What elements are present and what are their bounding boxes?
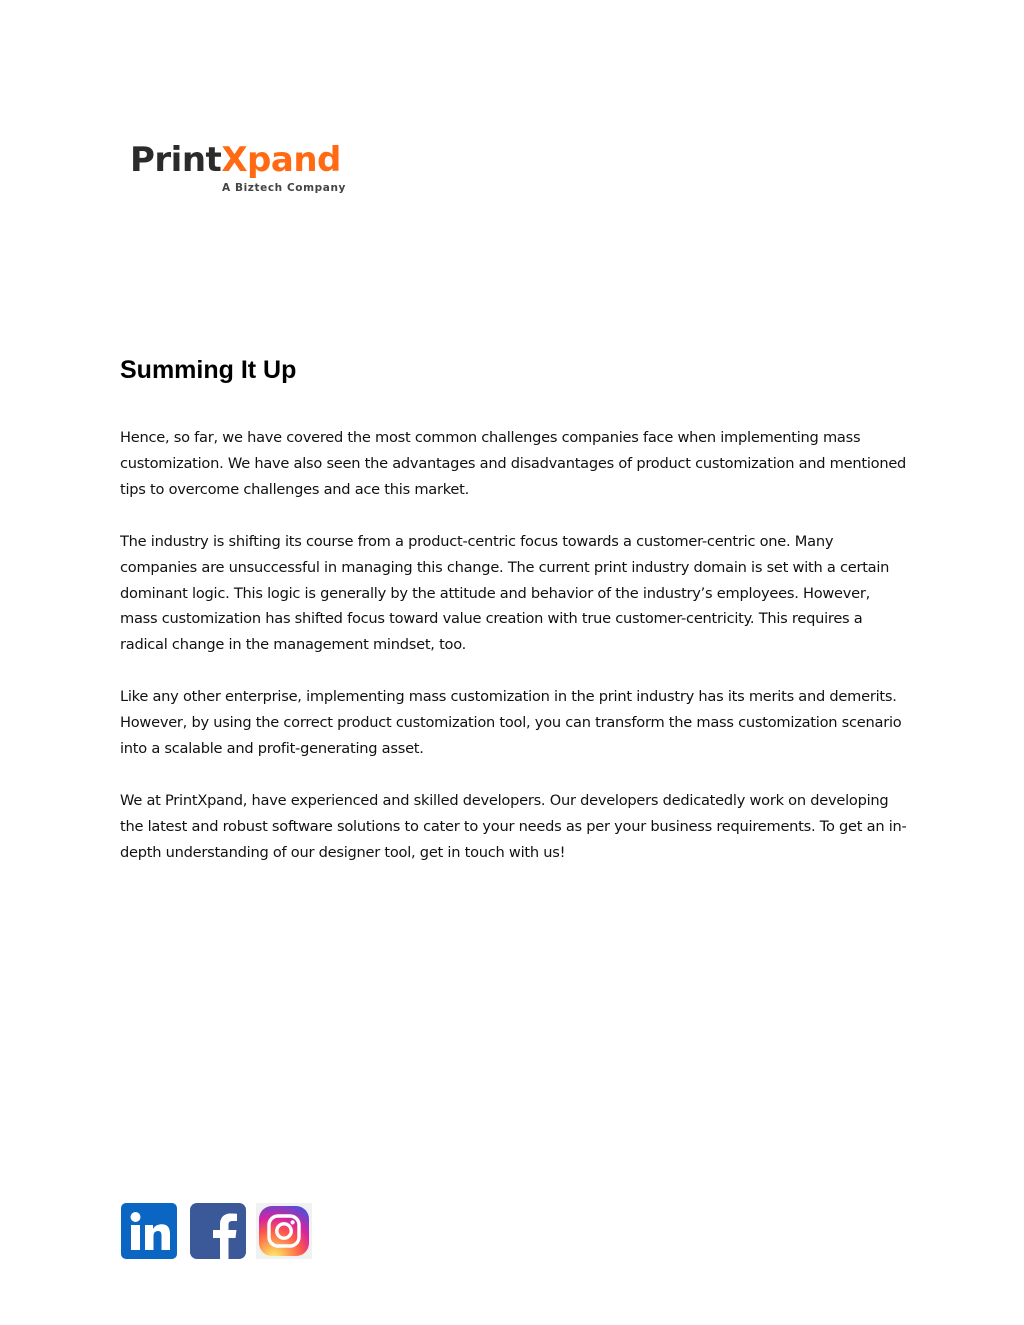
paragraph-2: The industry is shifting its course from a product-centric focus towards a customer-centric one. Many companies are unsuccessful in managing this change. The current print industry domain is set with a certain dominant logic. This logic is generally by the attitude and behavior of the industry’s employees. However, mass customization has shifted focus toward value creation with true customer-centricity. This requires a radical change in the management mindset, too. bbox=[120, 532, 890, 654]
logo-text-pand: pand bbox=[247, 140, 341, 180]
logo-tagline: A Biztech Company bbox=[222, 182, 346, 194]
linkedin-icon[interactable] bbox=[121, 1203, 177, 1259]
logo-text-x: X bbox=[221, 140, 248, 180]
paragraph-3: Like any other enterprise, implementing mass customization in the print industry has its merits and demerits. However, by using the correct product customization tool, you can transform the mass customization scenario into a scalable and profit-generating asset. bbox=[120, 688, 902, 758]
paragraph-4: We at PrintXpand, have experienced and skilled developers. Our developers dedicatedly work on developing the latest and robust software solutions to cater to your needs as per your business requirements. To get an in-depth understanding of our designer tool, get in touch with us! bbox=[120, 791, 907, 861]
body-content bbox=[120, 425, 910, 892]
facebook-icon[interactable] bbox=[190, 1203, 246, 1259]
instagram-icon[interactable] bbox=[256, 1203, 312, 1259]
paragraph-1: Hence, so far, we have covered the most common challenges companies face when implementing mass customization. We have also seen the advantages and disadvantages of product customization and mentioned tips to overcome challenges and ace this market. bbox=[120, 429, 907, 498]
logo-wordmark bbox=[130, 140, 341, 180]
page-title: Summing It Up bbox=[120, 356, 297, 384]
logo-text-print: Print bbox=[130, 140, 222, 180]
company-logo bbox=[130, 140, 370, 204]
